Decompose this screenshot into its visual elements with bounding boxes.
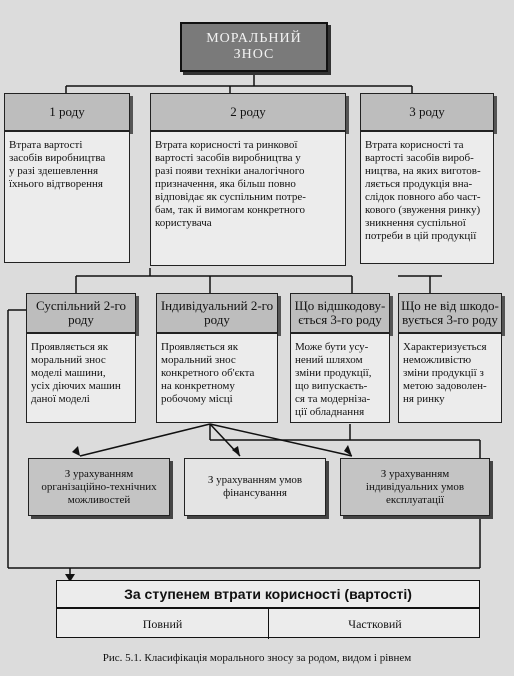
subkind-1-header: Суспільний 2-го роду — [26, 293, 136, 333]
subkind-2-text: Проявляється як моральний знос конкретного об'єкта на конкретному робочому місці — [161, 341, 255, 405]
kind-3-header: 3 роду — [360, 93, 494, 131]
figure-caption: Рис. 5.1. Класифікація морального зносу за родом, видом і рівнем — [102, 652, 412, 664]
subkind-2-header: Індивідуальний 2-го роду — [156, 293, 278, 333]
subkind-2-box — [156, 333, 278, 423]
degree-partial: Частковий — [348, 616, 402, 631]
diagram-title: МОРАЛЬНИЙ ЗНОС — [180, 22, 328, 72]
degree-title: За ступенем втрати корисності (вартості) — [57, 581, 479, 609]
degree-full: Повний — [57, 609, 269, 639]
subkind-3-header: Що відшкодову- ється 3-го роду — [290, 293, 390, 333]
kind-3-text: Втрата корисності та вартості засобів вироб- ництва, на яких виготов- ляється продукція вна- слідок повного або част- кового (звуження ринку) зникнення суспільної потреби в цій продукції — [365, 139, 481, 242]
kind-2-header: 2 роду — [150, 93, 346, 131]
kind-1-header: 1 роду — [4, 93, 130, 131]
factor-operating-conditions: З урахуванням індивідуальних умов експлуатації — [340, 458, 490, 516]
subkind-3-text: Може бути усу- нений шляхом зміни продукції, що випускаєть- ся та модернiза- ції обладнання — [295, 341, 372, 418]
subkind-1-text: Проявляється як моральний знос моделі машини, усіх діючих машин даної моделі — [31, 341, 121, 405]
factor-organizational-technical: З урахуванням організаційно-технічних можливостей — [28, 458, 170, 516]
kind-1-text: Втрата вартості засобів виробництва у разі здешевлення їхнього відтворення — [9, 139, 106, 190]
kind-2-text: Втрата корисності та ринкової вартості засобів виробництва у разі появи техніки аналогічного призначення, яка більш повно відповідає як суспільним потре- бам, так й вимогам конкретного користувача — [155, 139, 306, 229]
subkind-1-box — [26, 333, 136, 423]
subkind-4-header: Що не від шкодо- вується 3-го роду — [398, 293, 502, 333]
degree-block — [56, 580, 480, 638]
kind-2-box — [150, 131, 346, 266]
subkind-3-box — [290, 333, 390, 423]
kind-3-box — [360, 131, 494, 264]
subkind-4-box — [398, 333, 502, 423]
kind-1-box — [4, 131, 130, 263]
subkind-4-text: Характеризується неможливістю зміни продукції з метою задоволен- ня ринку — [403, 341, 487, 405]
factor-financing: З урахуванням умов фінансування — [184, 458, 326, 516]
